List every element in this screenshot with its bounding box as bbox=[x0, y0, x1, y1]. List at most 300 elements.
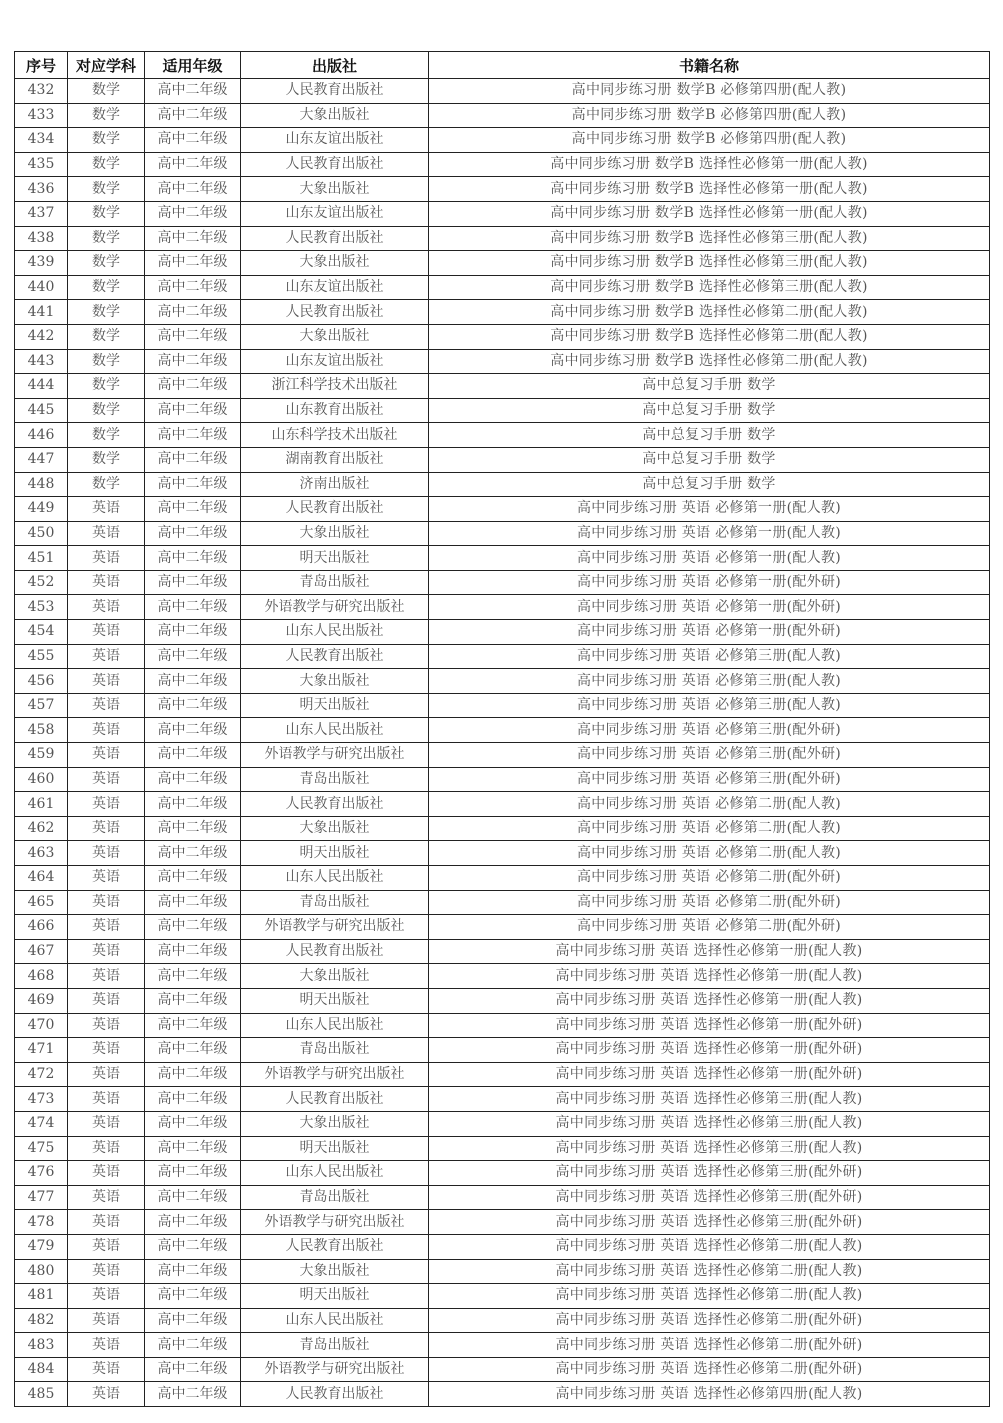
cell-index: 440 bbox=[15, 275, 68, 300]
cell-book-title: 高中同步练习册 英语 选择性必修第二册(配人教) bbox=[429, 1259, 990, 1284]
cell-subject: 英语 bbox=[68, 841, 145, 866]
table-row bbox=[15, 1210, 990, 1235]
cell-subject: 数学 bbox=[68, 128, 145, 153]
header-row bbox=[15, 52, 990, 79]
cell-index: 464 bbox=[15, 866, 68, 891]
cell-publisher: 人民教育出版社 bbox=[241, 1234, 429, 1259]
cell-index: 436 bbox=[15, 177, 68, 202]
cell-publisher: 明天出版社 bbox=[241, 841, 429, 866]
cell-publisher: 湖南教育出版社 bbox=[241, 447, 429, 472]
cell-index: 444 bbox=[15, 374, 68, 399]
cell-subject: 数学 bbox=[68, 398, 145, 423]
cell-index: 481 bbox=[15, 1284, 68, 1309]
cell-publisher: 大象出版社 bbox=[241, 1259, 429, 1284]
table-row bbox=[15, 1013, 990, 1038]
cell-grade: 高中二年级 bbox=[145, 595, 241, 620]
cell-publisher: 山东人民出版社 bbox=[241, 1308, 429, 1333]
cell-subject: 英语 bbox=[68, 964, 145, 989]
cell-book-title: 高中同步练习册 英语 选择性必修第一册(配人教) bbox=[429, 964, 990, 989]
cell-publisher: 人民教育出版社 bbox=[241, 226, 429, 251]
cell-grade: 高中二年级 bbox=[145, 1210, 241, 1235]
header-index: 序号 bbox=[15, 52, 68, 79]
cell-subject: 英语 bbox=[68, 1136, 145, 1161]
table-row bbox=[15, 1111, 990, 1136]
cell-index: 454 bbox=[15, 620, 68, 645]
cell-publisher: 大象出版社 bbox=[241, 251, 429, 276]
table-row bbox=[15, 546, 990, 571]
cell-grade: 高中二年级 bbox=[145, 1234, 241, 1259]
cell-book-title: 高中同步练习册 数学B 选择性必修第二册(配人教) bbox=[429, 324, 990, 349]
table-row bbox=[15, 103, 990, 128]
book-list-table bbox=[14, 51, 990, 1407]
table-row bbox=[15, 964, 990, 989]
cell-subject: 英语 bbox=[68, 1308, 145, 1333]
cell-book-title: 高中同步练习册 英语 必修第一册(配外研) bbox=[429, 620, 990, 645]
cell-publisher: 大象出版社 bbox=[241, 324, 429, 349]
cell-publisher: 大象出版社 bbox=[241, 1111, 429, 1136]
cell-subject: 英语 bbox=[68, 1038, 145, 1063]
cell-publisher: 人民教育出版社 bbox=[241, 1087, 429, 1112]
cell-subject: 英语 bbox=[68, 866, 145, 891]
cell-book-title: 高中同步练习册 英语 选择性必修第二册(配人教) bbox=[429, 1284, 990, 1309]
cell-book-title: 高中同步练习册 英语 选择性必修第三册(配外研) bbox=[429, 1210, 990, 1235]
cell-index: 458 bbox=[15, 718, 68, 743]
table-row bbox=[15, 890, 990, 915]
cell-book-title: 高中同步练习册 英语 必修第二册(配外研) bbox=[429, 866, 990, 891]
cell-book-title: 高中同步练习册 英语 选择性必修第二册(配外研) bbox=[429, 1357, 990, 1382]
cell-publisher: 外语教学与研究出版社 bbox=[241, 915, 429, 940]
cell-subject: 英语 bbox=[68, 497, 145, 522]
cell-publisher: 山东友谊出版社 bbox=[241, 201, 429, 226]
cell-grade: 高中二年级 bbox=[145, 866, 241, 891]
cell-publisher: 山东友谊出版社 bbox=[241, 349, 429, 374]
cell-index: 449 bbox=[15, 497, 68, 522]
table-row bbox=[15, 988, 990, 1013]
table-row bbox=[15, 497, 990, 522]
header-subject: 对应学科 bbox=[68, 52, 145, 79]
cell-book-title: 高中同步练习册 英语 选择性必修第一册(配人教) bbox=[429, 988, 990, 1013]
cell-publisher: 外语教学与研究出版社 bbox=[241, 595, 429, 620]
cell-publisher: 人民教育出版社 bbox=[241, 152, 429, 177]
cell-index: 474 bbox=[15, 1111, 68, 1136]
cell-index: 461 bbox=[15, 792, 68, 817]
cell-index: 456 bbox=[15, 669, 68, 694]
cell-grade: 高中二年级 bbox=[145, 324, 241, 349]
cell-publisher: 外语教学与研究出版社 bbox=[241, 743, 429, 768]
cell-book-title: 高中总复习手册 数学 bbox=[429, 472, 990, 497]
table-row bbox=[15, 644, 990, 669]
cell-book-title: 高中同步练习册 数学B 选择性必修第一册(配人教) bbox=[429, 201, 990, 226]
cell-grade: 高中二年级 bbox=[145, 1333, 241, 1358]
cell-subject: 数学 bbox=[68, 300, 145, 325]
cell-publisher: 大象出版社 bbox=[241, 816, 429, 841]
cell-book-title: 高中同步练习册 数学B 选择性必修第三册(配人教) bbox=[429, 275, 990, 300]
table-row bbox=[15, 300, 990, 325]
cell-book-title: 高中同步练习册 数学B 必修第四册(配人教) bbox=[429, 128, 990, 153]
cell-publisher: 山东友谊出版社 bbox=[241, 128, 429, 153]
table-row bbox=[15, 718, 990, 743]
cell-index: 447 bbox=[15, 447, 68, 472]
table-row bbox=[15, 595, 990, 620]
cell-book-title: 高中同步练习册 数学B 选择性必修第三册(配人教) bbox=[429, 251, 990, 276]
cell-book-title: 高中同步练习册 英语 必修第二册(配外研) bbox=[429, 915, 990, 940]
cell-index: 432 bbox=[15, 79, 68, 104]
cell-publisher: 青岛出版社 bbox=[241, 570, 429, 595]
cell-index: 445 bbox=[15, 398, 68, 423]
cell-publisher: 人民教育出版社 bbox=[241, 1382, 429, 1407]
cell-book-title: 高中同步练习册 英语 选择性必修第三册(配外研) bbox=[429, 1161, 990, 1186]
cell-index: 479 bbox=[15, 1234, 68, 1259]
cell-grade: 高中二年级 bbox=[145, 669, 241, 694]
cell-grade: 高中二年级 bbox=[145, 570, 241, 595]
cell-index: 452 bbox=[15, 570, 68, 595]
cell-index: 467 bbox=[15, 939, 68, 964]
cell-publisher: 山东人民出版社 bbox=[241, 1161, 429, 1186]
cell-grade: 高中二年级 bbox=[145, 251, 241, 276]
cell-book-title: 高中同步练习册 英语 选择性必修第三册(配人教) bbox=[429, 1111, 990, 1136]
cell-index: 434 bbox=[15, 128, 68, 153]
cell-book-title: 高中同步练习册 英语 选择性必修第三册(配人教) bbox=[429, 1087, 990, 1112]
cell-index: 435 bbox=[15, 152, 68, 177]
cell-subject: 数学 bbox=[68, 324, 145, 349]
cell-index: 448 bbox=[15, 472, 68, 497]
cell-subject: 英语 bbox=[68, 816, 145, 841]
cell-grade: 高中二年级 bbox=[145, 915, 241, 940]
cell-grade: 高中二年级 bbox=[145, 497, 241, 522]
cell-book-title: 高中同步练习册 英语 选择性必修第一册(配外研) bbox=[429, 1038, 990, 1063]
cell-grade: 高中二年级 bbox=[145, 743, 241, 768]
table-row bbox=[15, 1161, 990, 1186]
cell-index: 477 bbox=[15, 1185, 68, 1210]
cell-index: 473 bbox=[15, 1087, 68, 1112]
table-row bbox=[15, 251, 990, 276]
cell-subject: 英语 bbox=[68, 792, 145, 817]
cell-subject: 英语 bbox=[68, 1161, 145, 1186]
cell-subject: 英语 bbox=[68, 693, 145, 718]
table-row bbox=[15, 866, 990, 891]
cell-publisher: 青岛出版社 bbox=[241, 890, 429, 915]
cell-subject: 数学 bbox=[68, 275, 145, 300]
cell-book-title: 高中同步练习册 英语 必修第二册(配外研) bbox=[429, 890, 990, 915]
cell-publisher: 人民教育出版社 bbox=[241, 939, 429, 964]
table-row bbox=[15, 693, 990, 718]
cell-book-title: 高中同步练习册 英语 必修第三册(配外研) bbox=[429, 718, 990, 743]
cell-grade: 高中二年级 bbox=[145, 988, 241, 1013]
cell-book-title: 高中同步练习册 英语 选择性必修第二册(配外研) bbox=[429, 1333, 990, 1358]
cell-index: 441 bbox=[15, 300, 68, 325]
cell-subject: 英语 bbox=[68, 1284, 145, 1309]
cell-index: 465 bbox=[15, 890, 68, 915]
cell-publisher: 山东人民出版社 bbox=[241, 1013, 429, 1038]
cell-publisher: 明天出版社 bbox=[241, 1284, 429, 1309]
cell-grade: 高中二年级 bbox=[145, 152, 241, 177]
cell-publisher: 山东人民出版社 bbox=[241, 866, 429, 891]
header-grade: 适用年级 bbox=[145, 52, 241, 79]
cell-publisher: 人民教育出版社 bbox=[241, 300, 429, 325]
table-row bbox=[15, 275, 990, 300]
cell-index: 446 bbox=[15, 423, 68, 448]
cell-subject: 数学 bbox=[68, 472, 145, 497]
cell-book-title: 高中同步练习册 英语 必修第三册(配外研) bbox=[429, 743, 990, 768]
cell-subject: 英语 bbox=[68, 521, 145, 546]
table-row bbox=[15, 398, 990, 423]
cell-book-title: 高中同步练习册 英语 选择性必修第一册(配人教) bbox=[429, 939, 990, 964]
table-row bbox=[15, 743, 990, 768]
cell-index: 480 bbox=[15, 1259, 68, 1284]
cell-publisher: 大象出版社 bbox=[241, 964, 429, 989]
cell-book-title: 高中同步练习册 英语 必修第一册(配人教) bbox=[429, 521, 990, 546]
cell-grade: 高中二年级 bbox=[145, 1382, 241, 1407]
cell-publisher: 青岛出版社 bbox=[241, 1038, 429, 1063]
table-row bbox=[15, 1062, 990, 1087]
cell-publisher: 山东科学技术出版社 bbox=[241, 423, 429, 448]
cell-subject: 数学 bbox=[68, 251, 145, 276]
cell-publisher: 大象出版社 bbox=[241, 669, 429, 694]
cell-subject: 英语 bbox=[68, 1013, 145, 1038]
cell-grade: 高中二年级 bbox=[145, 1013, 241, 1038]
cell-subject: 英语 bbox=[68, 1234, 145, 1259]
cell-book-title: 高中同步练习册 英语 选择性必修第四册(配人教) bbox=[429, 1382, 990, 1407]
cell-book-title: 高中同步练习册 英语 必修第三册(配人教) bbox=[429, 669, 990, 694]
cell-grade: 高中二年级 bbox=[145, 1308, 241, 1333]
cell-book-title: 高中同步练习册 数学B 选择性必修第一册(配人教) bbox=[429, 177, 990, 202]
cell-book-title: 高中同步练习册 英语 必修第一册(配人教) bbox=[429, 497, 990, 522]
cell-publisher: 山东教育出版社 bbox=[241, 398, 429, 423]
cell-publisher: 山东友谊出版社 bbox=[241, 275, 429, 300]
cell-book-title: 高中同步练习册 英语 必修第三册(配人教) bbox=[429, 644, 990, 669]
cell-grade: 高中二年级 bbox=[145, 103, 241, 128]
cell-subject: 英语 bbox=[68, 718, 145, 743]
cell-grade: 高中二年级 bbox=[145, 1038, 241, 1063]
cell-book-title: 高中总复习手册 数学 bbox=[429, 447, 990, 472]
cell-index: 433 bbox=[15, 103, 68, 128]
cell-publisher: 山东人民出版社 bbox=[241, 718, 429, 743]
cell-subject: 数学 bbox=[68, 177, 145, 202]
cell-subject: 英语 bbox=[68, 546, 145, 571]
table-row bbox=[15, 472, 990, 497]
cell-index: 457 bbox=[15, 693, 68, 718]
table-row bbox=[15, 939, 990, 964]
cell-publisher: 外语教学与研究出版社 bbox=[241, 1062, 429, 1087]
cell-subject: 英语 bbox=[68, 595, 145, 620]
cell-book-title: 高中同步练习册 英语 必修第三册(配外研) bbox=[429, 767, 990, 792]
cell-index: 443 bbox=[15, 349, 68, 374]
cell-publisher: 大象出版社 bbox=[241, 521, 429, 546]
cell-book-title: 高中同步练习册 英语 选择性必修第一册(配外研) bbox=[429, 1062, 990, 1087]
cell-index: 482 bbox=[15, 1308, 68, 1333]
cell-publisher: 山东人民出版社 bbox=[241, 620, 429, 645]
table-row bbox=[15, 226, 990, 251]
cell-subject: 数学 bbox=[68, 447, 145, 472]
cell-subject: 英语 bbox=[68, 1185, 145, 1210]
cell-subject: 英语 bbox=[68, 1259, 145, 1284]
cell-subject: 英语 bbox=[68, 743, 145, 768]
cell-index: 472 bbox=[15, 1062, 68, 1087]
cell-grade: 高中二年级 bbox=[145, 1161, 241, 1186]
cell-grade: 高中二年级 bbox=[145, 423, 241, 448]
table-row bbox=[15, 79, 990, 104]
cell-book-title: 高中同步练习册 英语 必修第一册(配外研) bbox=[429, 570, 990, 595]
cell-index: 469 bbox=[15, 988, 68, 1013]
cell-index: 450 bbox=[15, 521, 68, 546]
cell-grade: 高中二年级 bbox=[145, 177, 241, 202]
cell-index: 463 bbox=[15, 841, 68, 866]
cell-index: 462 bbox=[15, 816, 68, 841]
cell-grade: 高中二年级 bbox=[145, 398, 241, 423]
table-row bbox=[15, 152, 990, 177]
cell-grade: 高中二年级 bbox=[145, 546, 241, 571]
cell-subject: 英语 bbox=[68, 620, 145, 645]
cell-grade: 高中二年级 bbox=[145, 767, 241, 792]
table-row bbox=[15, 792, 990, 817]
cell-grade: 高中二年级 bbox=[145, 1136, 241, 1161]
cell-publisher: 济南出版社 bbox=[241, 472, 429, 497]
cell-grade: 高中二年级 bbox=[145, 521, 241, 546]
cell-book-title: 高中同步练习册 数学B 必修第四册(配人教) bbox=[429, 79, 990, 104]
cell-grade: 高中二年级 bbox=[145, 128, 241, 153]
cell-publisher: 明天出版社 bbox=[241, 988, 429, 1013]
table-row bbox=[15, 1333, 990, 1358]
cell-grade: 高中二年级 bbox=[145, 620, 241, 645]
cell-publisher: 浙江科学技术出版社 bbox=[241, 374, 429, 399]
cell-book-title: 高中同步练习册 英语 必修第二册(配人教) bbox=[429, 841, 990, 866]
table-row bbox=[15, 1038, 990, 1063]
cell-grade: 高中二年级 bbox=[145, 1062, 241, 1087]
cell-book-title: 高中同步练习册 英语 选择性必修第一册(配外研) bbox=[429, 1013, 990, 1038]
cell-subject: 英语 bbox=[68, 1087, 145, 1112]
table-row bbox=[15, 1185, 990, 1210]
cell-index: 439 bbox=[15, 251, 68, 276]
cell-subject: 数学 bbox=[68, 349, 145, 374]
table-row bbox=[15, 915, 990, 940]
cell-subject: 数学 bbox=[68, 226, 145, 251]
table-row bbox=[15, 1308, 990, 1333]
cell-index: 466 bbox=[15, 915, 68, 940]
cell-subject: 英语 bbox=[68, 915, 145, 940]
table-row bbox=[15, 1357, 990, 1382]
cell-grade: 高中二年级 bbox=[145, 79, 241, 104]
cell-index: 485 bbox=[15, 1382, 68, 1407]
table-row bbox=[15, 521, 990, 546]
table-row bbox=[15, 447, 990, 472]
cell-book-title: 高中同步练习册 数学B 选择性必修第二册(配人教) bbox=[429, 300, 990, 325]
cell-subject: 英语 bbox=[68, 1357, 145, 1382]
table-row bbox=[15, 1136, 990, 1161]
cell-publisher: 明天出版社 bbox=[241, 1136, 429, 1161]
table-row bbox=[15, 841, 990, 866]
cell-book-title: 高中同步练习册 数学B 选择性必修第二册(配人教) bbox=[429, 349, 990, 374]
cell-index: 471 bbox=[15, 1038, 68, 1063]
cell-publisher: 人民教育出版社 bbox=[241, 644, 429, 669]
cell-publisher: 人民教育出版社 bbox=[241, 79, 429, 104]
cell-subject: 英语 bbox=[68, 644, 145, 669]
cell-subject: 英语 bbox=[68, 988, 145, 1013]
header-publisher: 出版社 bbox=[241, 52, 429, 79]
cell-grade: 高中二年级 bbox=[145, 841, 241, 866]
cell-subject: 数学 bbox=[68, 79, 145, 104]
cell-grade: 高中二年级 bbox=[145, 374, 241, 399]
cell-book-title: 高中同步练习册 英语 必修第二册(配人教) bbox=[429, 816, 990, 841]
cell-grade: 高中二年级 bbox=[145, 300, 241, 325]
table-row bbox=[15, 374, 990, 399]
cell-grade: 高中二年级 bbox=[145, 1357, 241, 1382]
table-row bbox=[15, 620, 990, 645]
cell-grade: 高中二年级 bbox=[145, 1087, 241, 1112]
cell-index: 475 bbox=[15, 1136, 68, 1161]
cell-publisher: 青岛出版社 bbox=[241, 1333, 429, 1358]
table-row bbox=[15, 128, 990, 153]
cell-book-title: 高中同步练习册 英语 必修第一册(配人教) bbox=[429, 546, 990, 571]
cell-publisher: 外语教学与研究出版社 bbox=[241, 1357, 429, 1382]
cell-publisher: 明天出版社 bbox=[241, 693, 429, 718]
table-row bbox=[15, 767, 990, 792]
cell-publisher: 大象出版社 bbox=[241, 103, 429, 128]
cell-index: 470 bbox=[15, 1013, 68, 1038]
header-book-title: 书籍名称 bbox=[429, 52, 990, 79]
cell-subject: 数学 bbox=[68, 201, 145, 226]
cell-publisher: 青岛出版社 bbox=[241, 1185, 429, 1210]
cell-grade: 高中二年级 bbox=[145, 939, 241, 964]
cell-subject: 英语 bbox=[68, 1062, 145, 1087]
cell-index: 438 bbox=[15, 226, 68, 251]
cell-grade: 高中二年级 bbox=[145, 964, 241, 989]
table-row bbox=[15, 349, 990, 374]
cell-book-title: 高中同步练习册 英语 选择性必修第三册(配外研) bbox=[429, 1185, 990, 1210]
cell-book-title: 高中同步练习册 英语 必修第二册(配人教) bbox=[429, 792, 990, 817]
cell-grade: 高中二年级 bbox=[145, 693, 241, 718]
cell-book-title: 高中同步练习册 英语 选择性必修第二册(配外研) bbox=[429, 1308, 990, 1333]
cell-index: 459 bbox=[15, 743, 68, 768]
cell-book-title: 高中总复习手册 数学 bbox=[429, 374, 990, 399]
table-row bbox=[15, 177, 990, 202]
table-row bbox=[15, 1259, 990, 1284]
cell-subject: 数学 bbox=[68, 103, 145, 128]
table-row bbox=[15, 669, 990, 694]
table-row bbox=[15, 423, 990, 448]
cell-book-title: 高中同步练习册 英语 必修第三册(配人教) bbox=[429, 693, 990, 718]
cell-subject: 英语 bbox=[68, 1382, 145, 1407]
cell-book-title: 高中总复习手册 数学 bbox=[429, 398, 990, 423]
cell-book-title: 高中同步练习册 数学B 选择性必修第三册(配人教) bbox=[429, 226, 990, 251]
table-row bbox=[15, 1284, 990, 1309]
cell-subject: 数学 bbox=[68, 152, 145, 177]
cell-subject: 英语 bbox=[68, 939, 145, 964]
table-row bbox=[15, 570, 990, 595]
cell-subject: 数学 bbox=[68, 423, 145, 448]
cell-book-title: 高中同步练习册 数学B 必修第四册(配人教) bbox=[429, 103, 990, 128]
cell-publisher: 外语教学与研究出版社 bbox=[241, 1210, 429, 1235]
cell-subject: 英语 bbox=[68, 767, 145, 792]
table-row bbox=[15, 1382, 990, 1407]
cell-publisher: 大象出版社 bbox=[241, 177, 429, 202]
cell-grade: 高中二年级 bbox=[145, 226, 241, 251]
cell-grade: 高中二年级 bbox=[145, 472, 241, 497]
cell-book-title: 高中同步练习册 数学B 选择性必修第一册(配人教) bbox=[429, 152, 990, 177]
cell-grade: 高中二年级 bbox=[145, 349, 241, 374]
cell-grade: 高中二年级 bbox=[145, 1185, 241, 1210]
cell-index: 484 bbox=[15, 1357, 68, 1382]
cell-book-title: 高中同步练习册 英语 选择性必修第三册(配人教) bbox=[429, 1136, 990, 1161]
cell-index: 442 bbox=[15, 324, 68, 349]
table-row bbox=[15, 816, 990, 841]
cell-book-title: 高中总复习手册 数学 bbox=[429, 423, 990, 448]
cell-grade: 高中二年级 bbox=[145, 890, 241, 915]
table-row bbox=[15, 201, 990, 226]
cell-grade: 高中二年级 bbox=[145, 718, 241, 743]
cell-book-title: 高中同步练习册 英语 必修第一册(配外研) bbox=[429, 595, 990, 620]
table-row bbox=[15, 1234, 990, 1259]
cell-subject: 英语 bbox=[68, 669, 145, 694]
